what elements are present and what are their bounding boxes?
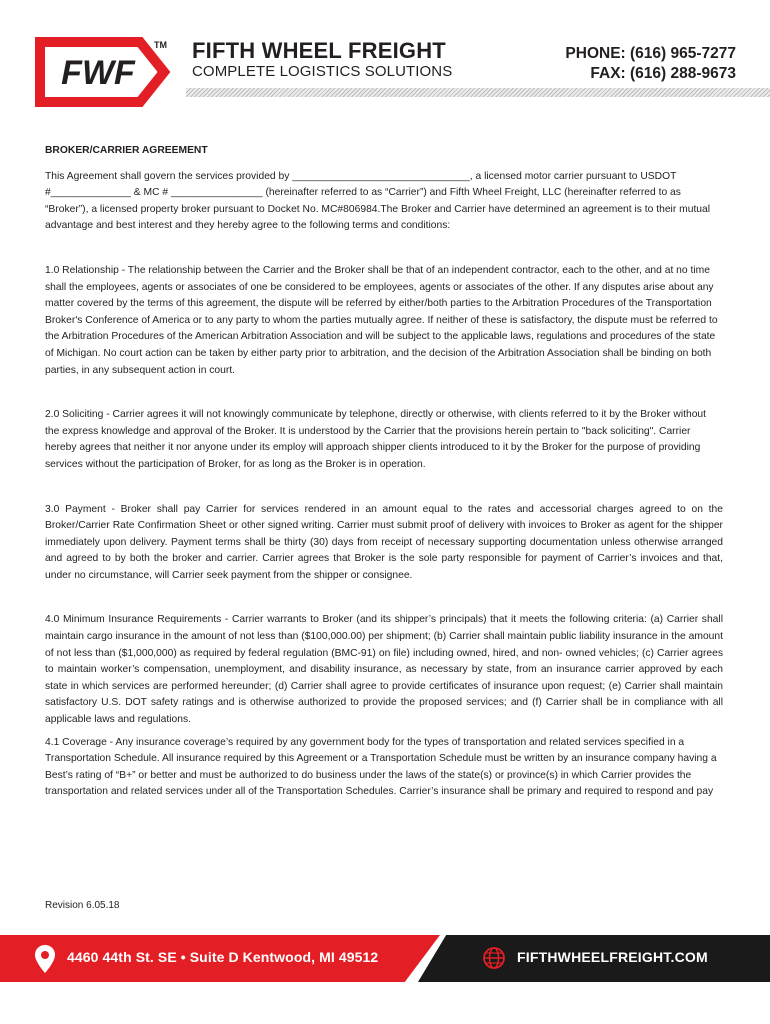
logo-text: FWF	[61, 54, 135, 92]
phone-number: PHONE: (616) 965-7277	[565, 45, 736, 62]
page-footer	[0, 935, 770, 982]
agreement-body	[45, 143, 723, 801]
fwf-logo	[22, 36, 172, 108]
globe-icon	[482, 946, 506, 970]
company-tagline: COMPLETE LOGISTICS SOLUTIONS	[192, 63, 453, 80]
location-pin-icon	[34, 944, 56, 974]
header-rule	[186, 88, 770, 97]
section-insurance-requirements: 4.0 Minimum Insurance Requirements - Carrier warrants to Broker (and its shipper’s principals) that it meets the following criteria: (a) Carrier shall maintain cargo insurance in the amount of not less than ($100,000.00) per shipment; (b) Carrier shall maintain public liability insurance in the amount of not less than ($1,000,000) as required by federal regulation (BMC-91) on file) including owned, hired, and non- owned vehicles; (c) Carrier agrees to maintain worker’s compensation, unemployment, and disability insurance, as necessary by state, from an insurance carrier approved by each state in which services are performed hereunder; (d) Carrier shall agree to provide certificates of insurance upon request; (e) Carrier shall maintain satisfactory U.S. DOT safety ratings and is otherwise authorized to provide the proposed services; and (f) Carrier shall be in compliance with all applicable laws and regulations.	[45, 614, 723, 726]
trademark-mark: TM	[154, 40, 167, 50]
footer-website-link[interactable]: FIFTHWHEELFREIGHT.COM	[517, 949, 708, 965]
revision-label: Revision 6.05.18	[45, 900, 120, 911]
section-payment: 3.0 Payment - Broker shall pay Carrier for services rendered in an amount equal to the rates and accessorial charges agreed to on the Broker/Carrier Rate Confirmation Sheet or other signed writing. Carrier must submit proof of delivery with invoices to Broker as agent for the shipper immediately upon delivery. Payment terms shall be thirty (30) days from receipt of necessary supporting documentation unless otherwise arranged and agreed to by both the broker and carrier. Carrier agrees that Broker is the sole party responsible for payment of Carrier’s invoices and that, under no circumstance, will Carrier seek payment from the shipper or consignee.	[45, 503, 723, 581]
section-coverage: 4.1 Coverage - Any insurance coverage’s required by any government body for the types of transportation and related services specified in a Transportation Schedule. All insurance required by this Agreement or a Transportation Schedule must be written by an insurance company having a Best’s rating of “B+” or better and must be authorized to do business under the laws of the state(s) or province(s) in which Carrier provides the transportation and related services under all of the Transportation Schedules. Carrier’s insurance shall be primary and required to respond and pay	[45, 736, 717, 798]
document-title: BROKER/CARRIER AGREEMENT	[45, 145, 208, 156]
section-relationship: 1.0 Relationship - The relationship between the Carrier and the Broker shall be that of an independent contractor, each to the other, and at no time shall the employees, agents or associates of one be considered to be employees, agents or associates of the other. If any disputes arise about any matter covered by the terms of this agreement, the dispute will be referred by either/both parties to the Arbitration Procedures of the Transportation Broker's Conference of America or to any party to whom the parties mutually agree. If neither of these is satisfactory, the dispute must be referred to the Arbitration Procedures of the American Arbitration Association and will be subject to the applicable laws, regulations and procedures of the state of Michigan. No court action can be taken by either party prior to arbitration, and the decision of the Arbitration Association shall be binding on both parties, in any subsequent action in court.	[45, 264, 718, 376]
intro-paragraph: This Agreement shall govern the services provided by _______________________________, a licensed motor carrier pursuant to USDOT #______________ & MC # ________________ (hereinafter referred to as “Carrier”) and Fifth Wheel Freight, LLC (hereinafter referred to as “Broker”), a licensed property broker pursuant to Docket No. MC#806984.The Broker and Carrier have determined an agreement is to their mutual advantage and best interest and they hereby agree to the following terms and conditions:	[45, 170, 711, 232]
fax-number: FAX: (616) 288-9673	[590, 65, 736, 82]
section-soliciting: 2.0 Soliciting - Carrier agrees it will not knowingly communicate by telephone, directly or otherwise, with clients referred to it by the Broker without the express knowledge and approval of the Broker. It is understood by the Carrier that the provisions herein pertain to "back soliciting". Carrier hereby agrees that neither it nor anyone under its employ will approach shipper clients introduced to it by the Broker for the purpose of providing services without the participation of Broker, for as long as the Broker is in operation.	[45, 409, 707, 470]
contact-block	[565, 44, 736, 84]
company-name: FIFTH WHEEL FREIGHT	[192, 38, 446, 63]
footer-address: 4460 44th St. SE • Suite D Kentwood, MI 49512	[67, 949, 379, 965]
